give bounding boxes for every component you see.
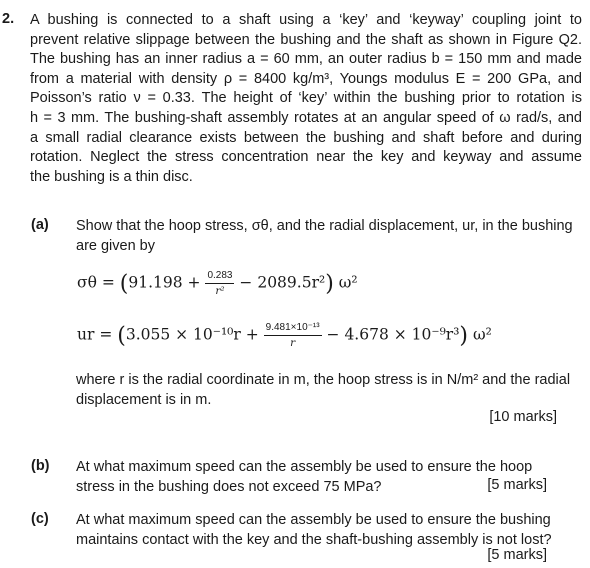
eq2-frac-num: 9.481×10⁻¹³ (264, 322, 322, 336)
part-a-text (76, 217, 582, 256)
part-c-line: At what maximum speed can the assembly be used to ensure the bushing (76, 512, 551, 528)
question-number: 2. (2, 11, 15, 27)
part-b-label: (b) (31, 458, 50, 474)
intro-line: a small radial clearance exists between the bushing and shaft before and during (30, 129, 582, 146)
intro-line: Poisson’s ratio ν = 0.33. The height of ‘key’ within the bushing prior to rotation is (30, 90, 582, 107)
intro-line: The bushing has an inner radius a = 60 mm, an outer radius b = 150 mm and made (30, 51, 582, 68)
intro-line: A bushing is connected to a shaft using a ‘key’ and ‘keyway’ coupling joint to (30, 12, 582, 28)
part-a-line: are given by (76, 237, 155, 254)
eq2-fraction (264, 322, 322, 349)
part-a-after-text (76, 371, 582, 410)
eq1-term1: 91.198 + (128, 273, 201, 292)
part-c-marks: [5 marks] (487, 547, 547, 563)
part-b-marks: [5 marks] (487, 477, 547, 493)
eq2-frac-den: r (290, 337, 296, 349)
part-c-label: (c) (31, 511, 49, 527)
eq1-fraction (205, 270, 234, 297)
eq2-lhs: ur = (77, 325, 113, 344)
intro-line: from a material with density ρ = 8400 kg/m³, Youngs modulus E = 200 GPa, and (30, 70, 582, 87)
intro-line: rotation. Neglect the stress concentration near the key and keyway and assume (30, 149, 582, 166)
part-b-line: stress in the bushing does not exceed 75 MPa? (76, 478, 382, 495)
intro-line: prevent relative slippage between the bushing and the shaft as shown in Figure Q2. (30, 31, 582, 48)
eq1-omega: ω² (338, 273, 358, 292)
eq1-frac-num: 0.283 (205, 270, 234, 284)
eq2-omega: ω² (472, 325, 492, 344)
part-a-after-line: displacement is in m. (76, 391, 212, 408)
part-a-label: (a) (31, 217, 49, 233)
part-c-text (76, 511, 582, 550)
part-b-line: At what maximum speed can the assembly be used to ensure the hoop (76, 459, 533, 475)
intro-line: h = 3 mm. The bushing-shaft assembly rotates at an angular speed of ω rad/s, and (30, 109, 582, 126)
part-a-after-line: where r is the radial coordinate in m, the hoop stress is in N/m² and the radial (76, 372, 571, 388)
part-c-line: maintains contact with the key and the shaft-bushing assembly is not lost? (76, 531, 552, 548)
radial-displacement-equation: ur = (3.055 × 10⁻¹⁰r + $\frac{\text{9.481×10⁻¹³}}{r}$ − 4.678 × 10⁻⁹r³) ω² (77, 322, 492, 349)
hoop-stress-equation: σθ = (91.198 + $\frac{0.283}{\text{r²}}$ − 2089.5r²) ω² (77, 270, 358, 297)
part-a-line: Show that the hoop stress, σθ, and the radial displacement, ur, in the bushing (76, 218, 573, 234)
eq1-lhs: σθ = (77, 273, 115, 292)
eq1-frac-den: r² (215, 285, 225, 297)
eq2-term2: − 4.678 × 10⁻⁹r³ (326, 325, 460, 344)
part-a-marks: [10 marks] (489, 409, 557, 425)
eq2-term1: 3.055 × 10⁻¹⁰r + (125, 325, 259, 344)
eq1-term2: − 2089.5r² (239, 273, 326, 292)
intro-line: the bushing is a thin disc. (30, 168, 193, 185)
question-intro (30, 11, 582, 187)
